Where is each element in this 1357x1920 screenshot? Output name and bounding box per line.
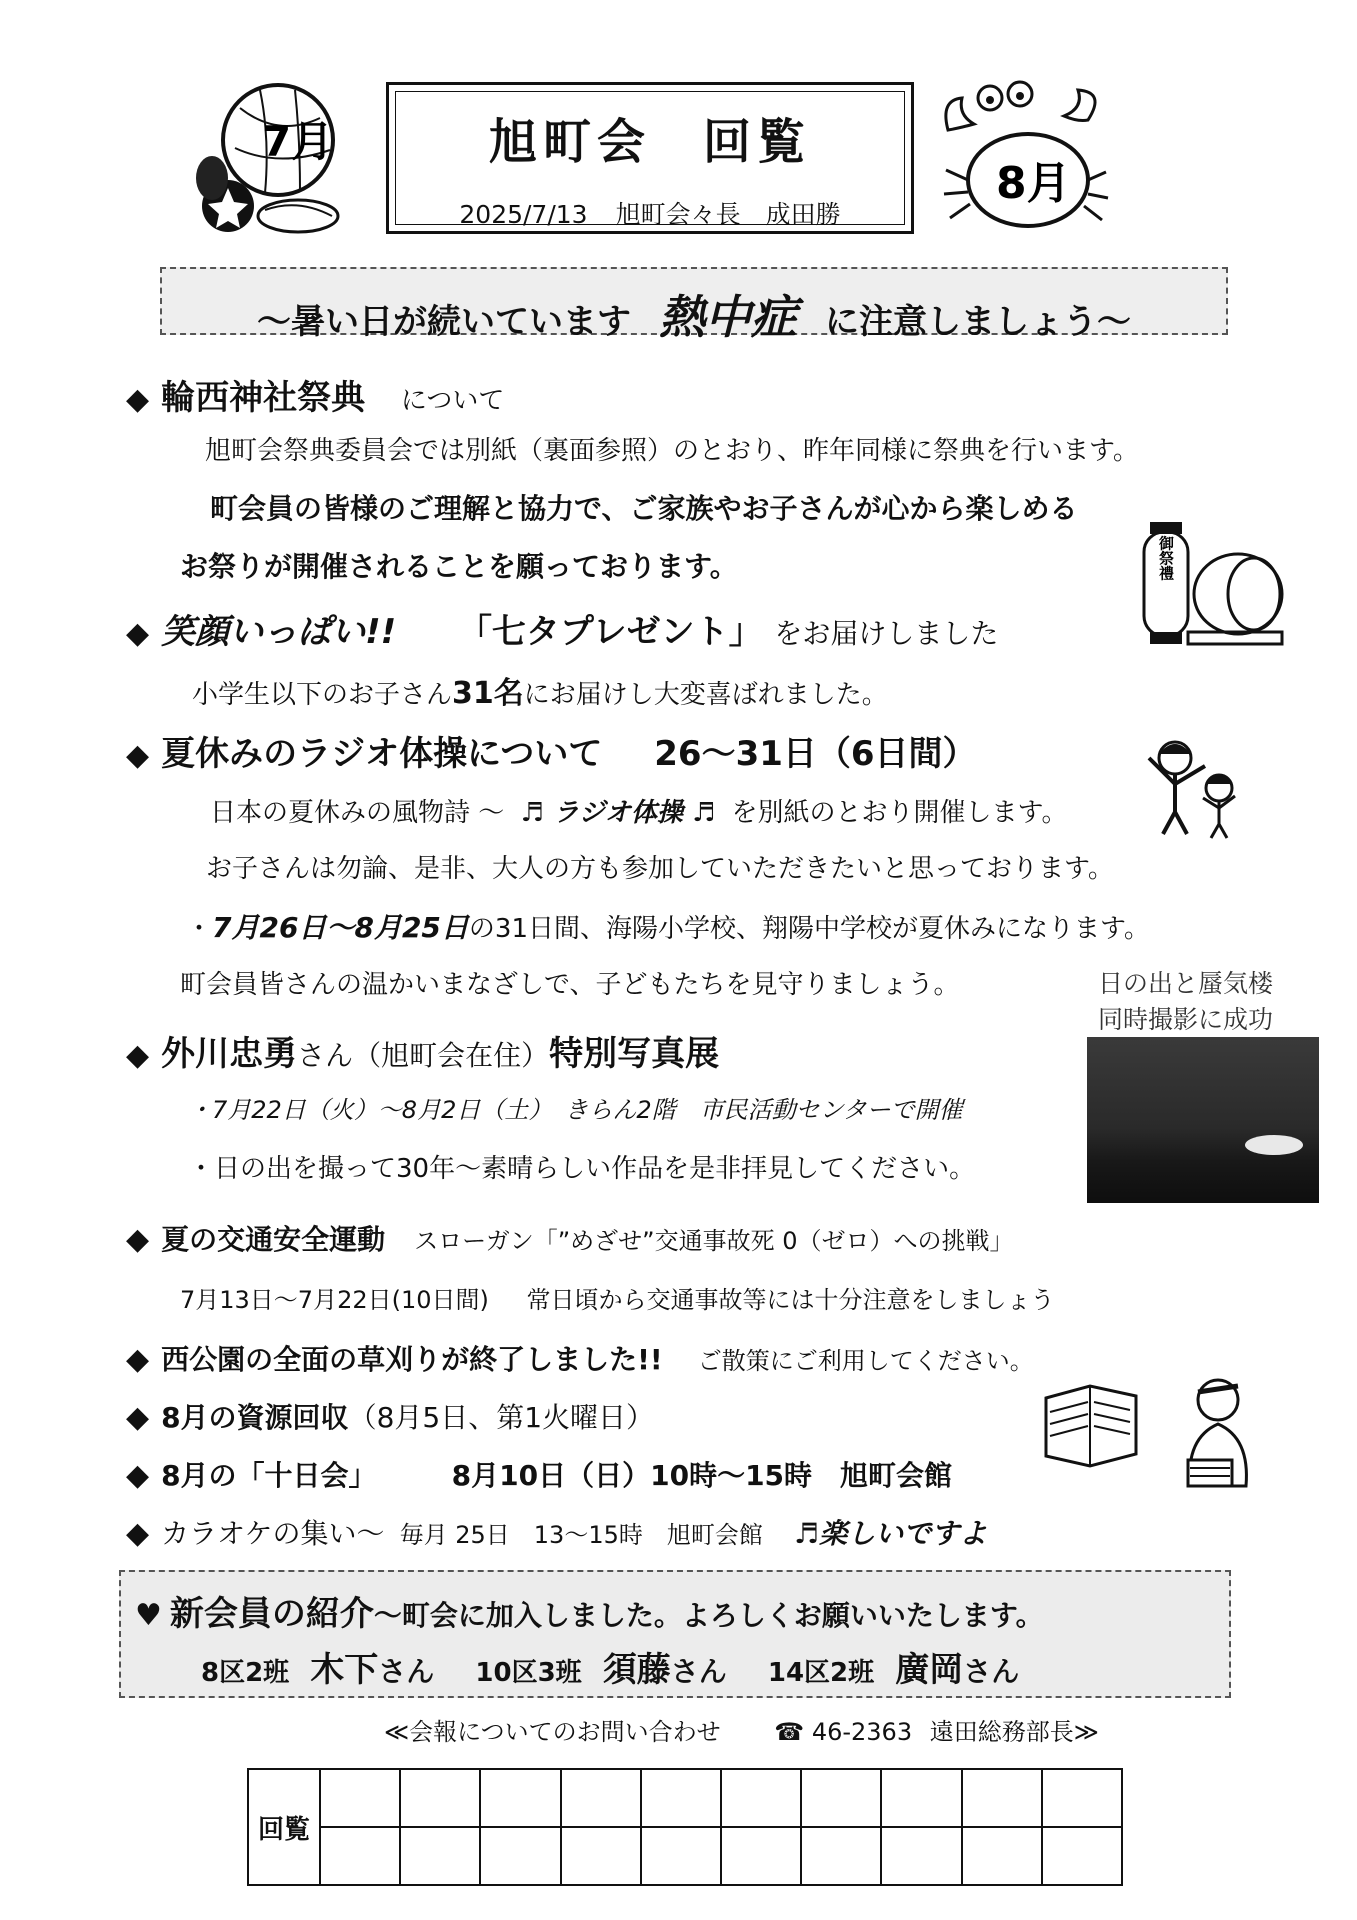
circulation-cell[interactable]: [721, 1769, 801, 1827]
circulation-cell[interactable]: [320, 1827, 400, 1885]
tanabata-suffix: をお届けしました: [774, 617, 999, 650]
member-group: 8区2班: [201, 1658, 290, 1688]
circulation-label: 回覧: [248, 1769, 320, 1885]
crab-claw-left: [946, 98, 974, 130]
radio-line-3-bullet: ・: [186, 914, 213, 944]
karaoke-heading: [126, 1512, 987, 1552]
radio-heading: [126, 726, 977, 775]
banner-highlight: 熱中症: [659, 290, 797, 344]
author: 旭町会々長 成田勝: [615, 200, 841, 229]
diamond-bullet-icon: ◆: [126, 738, 150, 773]
newspaper-bundle-icon: [1046, 1386, 1136, 1466]
radio-line-1-suffix: を別紙のとおり開催します。: [731, 798, 1068, 828]
festival-title-suffix: について: [400, 386, 505, 416]
new-members-box: [119, 1570, 1231, 1698]
festival-line-1: 旭町会祭典委員会では別紙（裏面参照）のとおり、昨年同様に祭典を行います。: [205, 436, 1139, 466]
tanabata-present: 「七タプレゼント」: [457, 612, 763, 652]
banner-text: [162, 281, 1226, 347]
photo-exhibit-line-1: ・7月22日（火）～8月2日（土） きらん2階 市民活動センターで開催: [188, 1096, 963, 1124]
radio-line-1-em: ♬ ラジオ体操 ♬: [520, 798, 716, 828]
new-members-list: [201, 1642, 1019, 1691]
july-badge-illustration: [190, 78, 350, 238]
circulation-cell[interactable]: [1042, 1827, 1122, 1885]
traffic-note: 常日頃から交通事故等には十分注意をしましょう: [526, 1286, 1055, 1314]
worker-icon: [1188, 1380, 1246, 1486]
august-badge-illustration: [938, 80, 1108, 240]
recycling-illustration: [1040, 1368, 1280, 1493]
tokakai-detail: 8月10日（日）10時～15時 旭町会館: [451, 1459, 953, 1492]
tokakai-title: 8月の「十日会」: [161, 1459, 377, 1492]
traffic-detail: [180, 1280, 1055, 1315]
new-members-heading: [135, 1586, 1044, 1635]
radio-line-1-prefix: 日本の夏休みの風物詩 ～: [210, 798, 505, 828]
diamond-bullet-icon: ◆: [126, 1400, 150, 1435]
lantern-drum-illustration: [1132, 520, 1292, 650]
park-title: 西公園の全面の草刈りが終了しました!!: [161, 1343, 663, 1376]
traffic-period: 7月13日～7月22日(10日間): [180, 1286, 489, 1314]
park-heading: [126, 1338, 1034, 1378]
circulation-cell[interactable]: [962, 1769, 1042, 1827]
member-honorific: さん: [378, 1655, 435, 1688]
circulation-cell[interactable]: [801, 1769, 881, 1827]
leaf-icon: [196, 156, 228, 200]
festival-heading: [126, 370, 504, 419]
banner-suffix: に注意しましょう～: [825, 302, 1131, 342]
member-name: 廣岡: [895, 1650, 964, 1690]
tanabata-detail-suffix: にお届けし大変喜ばれました。: [523, 680, 888, 710]
tokakai-heading: [126, 1454, 952, 1494]
member-honorific: さん: [963, 1655, 1020, 1688]
photo-exhibit-heading: [126, 1026, 719, 1075]
contact-phone: ☎ 46-2363: [774, 1718, 913, 1746]
circulation-cell[interactable]: [400, 1769, 480, 1827]
radio-line-3-suffix: の31日間、海陽小学校、翔陽中学校が夏休みになります。: [468, 914, 1150, 944]
member-name: 木下: [310, 1650, 379, 1690]
traffic-heading: [126, 1218, 1013, 1258]
new-members-title: 新会員の紹介: [169, 1594, 374, 1634]
circulation-cell[interactable]: [1042, 1769, 1122, 1827]
member-group: 10区3班: [475, 1658, 582, 1688]
photo-caption-1: 日の出と蜃気楼: [1098, 969, 1274, 998]
festival-line-3: お祭りが開催されることを願っております。: [180, 550, 738, 583]
doc-type: 回覧: [703, 114, 812, 170]
diamond-bullet-icon: ◆: [126, 382, 150, 417]
recycling-heading: [126, 1396, 654, 1436]
photo-exhibit-title: 特別写真展: [549, 1034, 720, 1074]
circulation-cell[interactable]: [721, 1827, 801, 1885]
page-title: [389, 103, 911, 172]
tanabata-title: 笑顔いっぱい!!: [161, 612, 397, 652]
circulation-cell[interactable]: [641, 1769, 721, 1827]
tanabata-detail-count: 31名: [452, 676, 524, 711]
circulation-cell[interactable]: [561, 1827, 641, 1885]
diamond-bullet-icon: ◆: [126, 1516, 150, 1551]
radio-title: 夏休みのラジオ体操について: [161, 734, 603, 774]
radio-period: 26～31日（6日間）: [654, 734, 977, 774]
circulation-table: [247, 1768, 1123, 1886]
contact-prefix: ≪会報についてのお問い合わせ: [384, 1718, 721, 1746]
circulation-cell[interactable]: [320, 1769, 400, 1827]
photo-caption-2: 同時撮影に成功: [1098, 1005, 1274, 1034]
tanabata-heading: [126, 604, 998, 653]
banner-prefix: ～暑い日が続いています: [257, 302, 631, 342]
karaoke-em: ♬楽しいですよ: [793, 1517, 988, 1550]
diamond-bullet-icon: ◆: [126, 616, 150, 651]
recycling-title: 8月の資源回収: [161, 1401, 349, 1434]
circulation-cell[interactable]: [801, 1827, 881, 1885]
circulation-cell[interactable]: [962, 1827, 1042, 1885]
photo-exhibit-line-2: ・日の出を撮って30年～素晴らしい作品を是非拝見してください。: [188, 1154, 976, 1184]
issue-date: 2025/7/13: [459, 200, 588, 229]
diamond-bullet-icon: ◆: [126, 1458, 150, 1493]
sunrise-photo: [1087, 1037, 1319, 1203]
photographer-residence: （旭町会在住）: [353, 1039, 550, 1072]
diamond-bullet-icon: ◆: [126, 1222, 150, 1257]
park-note: ご散策にご利用してください。: [697, 1347, 1034, 1375]
radio-line-2: お子さんは勿論、是非、大人の方も参加していただきたいと思っております。: [206, 854, 1114, 884]
org-name: 旭町会: [488, 114, 651, 170]
recycling-detail: （8月5日、第1火曜日）: [348, 1401, 655, 1434]
karaoke-title: カラオケの集い～: [161, 1517, 385, 1550]
traffic-slogan: スローガン「”めざせ”交通事故死 0（ゼロ）への挑戦」: [414, 1227, 1014, 1255]
karaoke-detail: 毎月 25日 13～15時 旭町会館: [399, 1521, 763, 1549]
circulation-cell[interactable]: [561, 1769, 641, 1827]
heart-icon: ♥: [135, 1598, 162, 1633]
tanabata-detail: [192, 668, 888, 712]
august-badge-text: 8月: [996, 158, 1071, 209]
circulation-cell[interactable]: [881, 1827, 961, 1885]
radio-line-1: [210, 792, 1067, 829]
exercise-kids-illustration: [1135, 728, 1250, 838]
radio-line-4: 町会員皆さんの温かいまなざしで、子どもたちを見守りましょう。: [180, 970, 960, 1000]
member-honorific: さん: [670, 1655, 727, 1688]
diamond-bullet-icon: ◆: [126, 1038, 150, 1073]
member-name: 須藤: [602, 1650, 671, 1690]
radio-line-3-em: 7月26日～8月25日: [212, 911, 469, 944]
circulation-cell[interactable]: [641, 1827, 721, 1885]
contact-line: [384, 1712, 1099, 1747]
circulation-cell[interactable]: [400, 1827, 480, 1885]
date-line: [389, 195, 911, 231]
contact-person: 遠田総務部長≫: [929, 1718, 1099, 1746]
member-group: 14区2班: [767, 1658, 875, 1688]
lantern-text: 御祭禮: [1157, 535, 1175, 581]
new-members-subtitle: ～町会に加入しました。よろしくお願いいたします。: [373, 1599, 1044, 1632]
photographer-honorific: さん: [297, 1039, 354, 1072]
crab-claw-right: [1064, 90, 1095, 121]
sunrise-sun: [1245, 1135, 1303, 1155]
festival-title: 輪西神社祭典: [161, 378, 366, 418]
tanabata-detail-prefix: 小学生以下のお子さん: [192, 680, 453, 710]
festival-line-2: 町会員の皆様のご理解と協力で、ご家族やお子さんが心から楽しめる: [210, 492, 1078, 525]
circulation-cell[interactable]: [480, 1769, 560, 1827]
heatstroke-banner: [160, 267, 1228, 344]
circulation-cell[interactable]: [480, 1827, 560, 1885]
title-box: [386, 82, 914, 234]
july-badge-text: 7月: [262, 117, 334, 166]
photographer-name: 外川忠勇: [161, 1034, 298, 1074]
radio-line-3: [186, 906, 1150, 946]
diamond-bullet-icon: ◆: [126, 1342, 150, 1377]
traffic-title: 夏の交通安全運動: [161, 1223, 386, 1256]
circulation-cell[interactable]: [881, 1769, 961, 1827]
